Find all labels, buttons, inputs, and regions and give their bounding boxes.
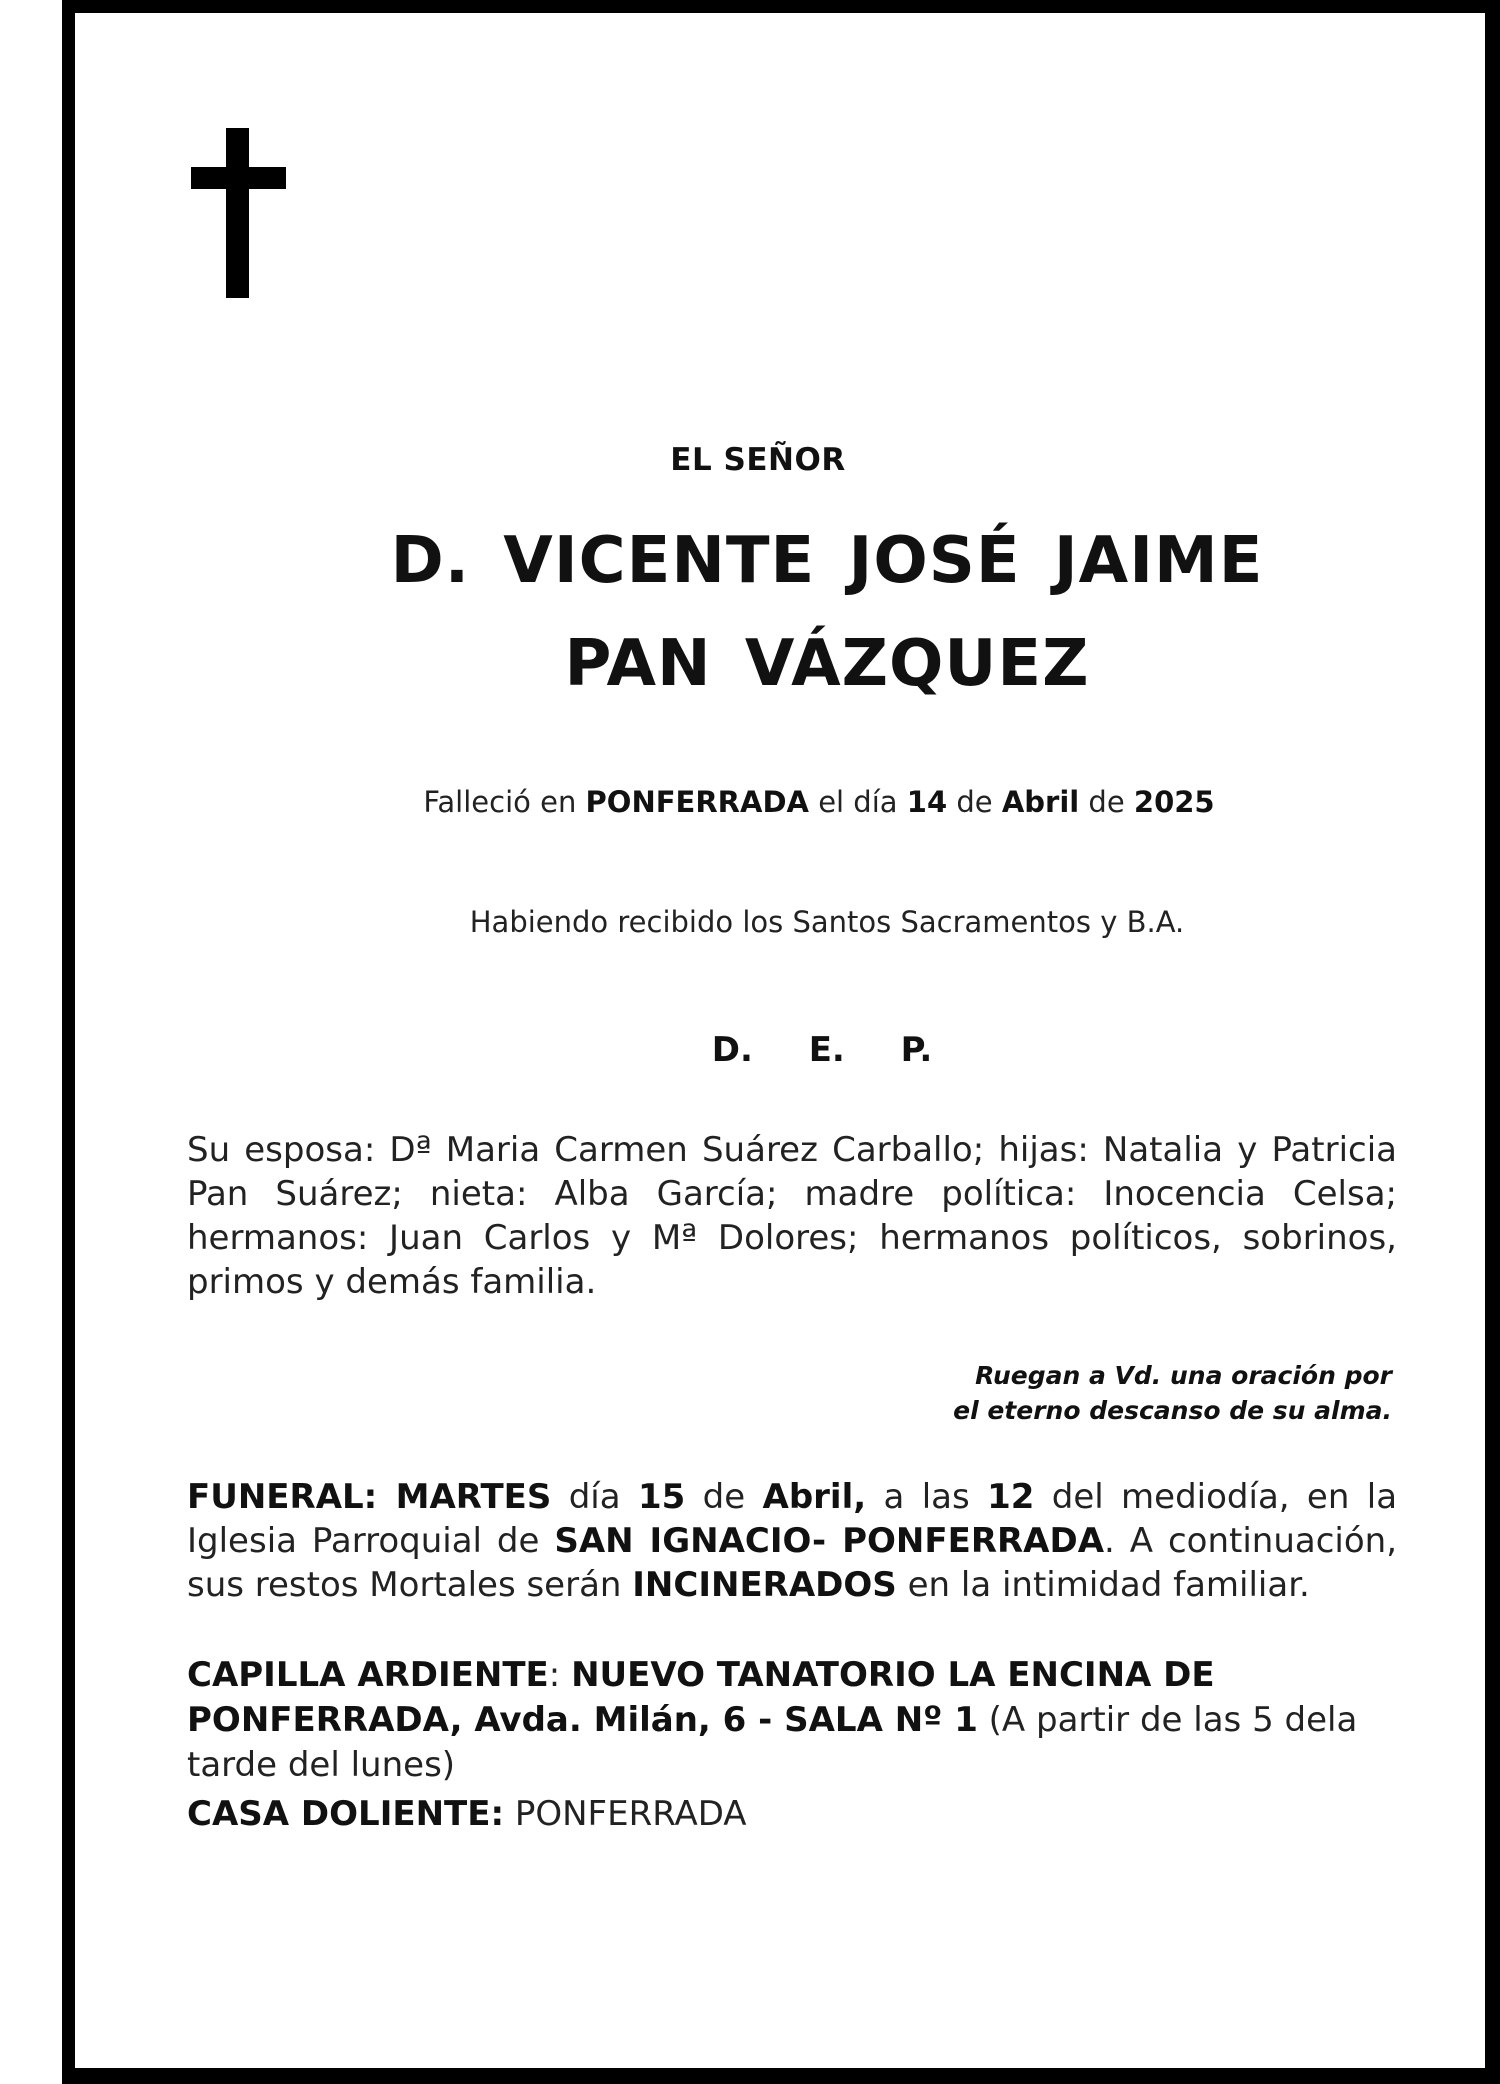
death-year: 2025: [1133, 785, 1215, 819]
funeral-incinerated: INCINERADOS: [632, 1565, 897, 1605]
funeral-text4: del mediodía, en la Iglesia Parroquial de: [187, 1477, 1398, 1561]
death-day-text: el día: [818, 785, 898, 819]
funeral-text2: de: [702, 1477, 746, 1517]
funeral-church: SAN IGNACIO- PONFERRADA: [554, 1521, 1105, 1561]
death-day: 14: [906, 785, 948, 819]
funeral-paragraph: [187, 1475, 1397, 1607]
dep-line: D. E. P.: [711, 1030, 933, 1070]
prayer-line1: Ruegan a Vd. una oración por: [975, 1361, 1392, 1390]
funeral-day: 15: [637, 1477, 686, 1517]
death-de2: de: [1088, 785, 1125, 819]
funeral-text6: en la intimidad familiar.: [907, 1565, 1310, 1605]
family-paragraph: Su esposa: Dª Maria Carmen Suárez Carballo; hijas: Natalia y Patricia Pan Suárez; nieta: Alba García; madre política: Inocencia Celsa; hermanos: Juan Carlos y Mª Dolores; hermanos políticos, sobrinos, primos y demás familia.: [187, 1130, 1397, 1302]
house-value: PONFERRADA: [514, 1794, 747, 1834]
prayer-line2: el eterno descanso de su alma.: [953, 1396, 1392, 1425]
cross-icon: [191, 128, 286, 298]
death-de1: de: [956, 785, 993, 819]
mourning-house-line: [187, 1792, 747, 1836]
funeral-text1: día: [568, 1477, 621, 1517]
funeral-month: Abril,: [762, 1477, 867, 1517]
heading-el-senor: EL SEÑOR: [670, 442, 846, 478]
funeral-label: FUNERAL: MARTES: [187, 1477, 552, 1517]
house-label: CASA DOLIENTE:: [187, 1794, 505, 1834]
sacraments-line: Habiendo recibido los Santos Sacramentos y B.A.: [469, 905, 1185, 939]
death-month: Abril: [1001, 785, 1080, 819]
death-notice-line: [69, 785, 1500, 819]
deceased-name-line1: D. VICENTE JOSÉ JAIME: [390, 524, 1264, 598]
deceased-name-line2: PAN VÁZQUEZ: [564, 627, 1090, 701]
chapel-note: (A partir de las 5 dela tarde del lunes): [187, 1700, 1358, 1785]
prayer-request: [800, 1358, 1392, 1428]
chapel-paragraph: [187, 1653, 1402, 1788]
chapel-colon: :: [548, 1655, 561, 1695]
death-prefix: Falleció en: [423, 785, 577, 819]
chapel-place: NUEVO TANATORIO LA ENCINA DE PONFERRADA, Avda. Milán, 6 - SALA Nº 1: [187, 1655, 1215, 1740]
funeral-hour: 12: [987, 1477, 1035, 1517]
funeral-text5: . A continuación, sus restos Mortales serán: [187, 1521, 1398, 1605]
chapel-label: CAPILLA ARDIENTE: [187, 1655, 549, 1695]
funeral-text3: a las: [883, 1477, 970, 1517]
death-place: PONFERRADA: [585, 785, 809, 819]
